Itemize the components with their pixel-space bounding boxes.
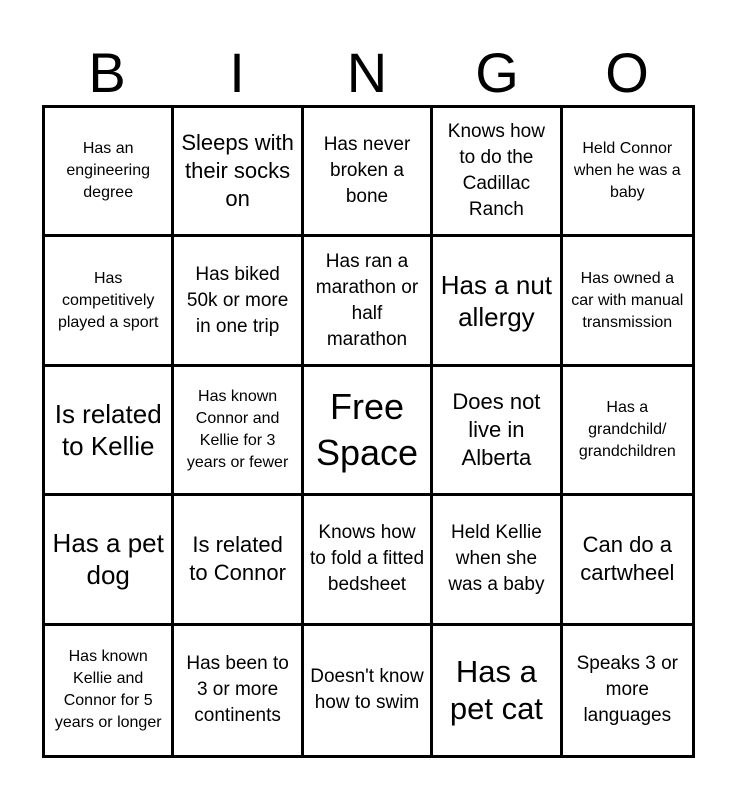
- bingo-cell[interactable]: [433, 367, 562, 496]
- cell-text: Has been to 3 or more continents: [186, 653, 289, 727]
- bingo-header: [42, 40, 692, 106]
- bingo-cell[interactable]: [45, 626, 174, 755]
- bingo-cell[interactable]: [563, 237, 692, 366]
- cell-text: Has a pet cat: [449, 654, 543, 727]
- bingo-cell[interactable]: [174, 367, 303, 496]
- bingo-cell[interactable]: [433, 237, 562, 366]
- cell-text: Has a grandchild/ grandchildren: [578, 398, 676, 460]
- bingo-cell[interactable]: [433, 626, 562, 755]
- free-space-cell[interactable]: [304, 367, 433, 496]
- cell-text: Doesn't know how to swim: [310, 666, 424, 714]
- header-letter-n: N: [346, 41, 388, 104]
- cell-text: Does not live in Alberta: [452, 388, 541, 470]
- cell-text: Knows how to fold a fitted bedsheet: [309, 522, 425, 596]
- cell-text: Has known Kellie and Connor for 5 years or longer: [54, 648, 162, 732]
- header-letter-i: I: [229, 41, 245, 104]
- cell-text: Has biked 50k or more in one trip: [186, 263, 289, 337]
- bingo-cell[interactable]: [563, 496, 692, 625]
- cell-text: Has ran a marathon or half marathon: [315, 250, 419, 350]
- cell-text: Is related to Connor: [189, 532, 286, 586]
- bingo-cell[interactable]: [174, 108, 303, 237]
- bingo-cell[interactable]: [45, 367, 174, 496]
- header-letter-g: G: [475, 41, 519, 104]
- header-letter-o: O: [605, 41, 649, 104]
- bingo-cell[interactable]: [174, 237, 303, 366]
- bingo-cell[interactable]: [45, 496, 174, 625]
- cell-text: Held Connor when he was a baby: [573, 140, 681, 202]
- bingo-cell[interactable]: [174, 626, 303, 755]
- cell-text: Speaks 3 or more languages: [576, 653, 678, 727]
- header-letter-b: B: [88, 41, 126, 104]
- cell-text: Knows how to do the Cadillac Ranch: [447, 121, 545, 221]
- bingo-cell[interactable]: [433, 496, 562, 625]
- cell-text: Has a nut allergy: [440, 269, 553, 332]
- bingo-cell[interactable]: [304, 496, 433, 625]
- cell-text: Free Space: [315, 385, 419, 473]
- bingo-cell[interactable]: [45, 108, 174, 237]
- bingo-cell[interactable]: [563, 108, 692, 237]
- cell-text: Has never broken a bone: [323, 134, 411, 208]
- cell-text: Has known Connor and Kellie for 3 years or fewer: [186, 387, 289, 471]
- cell-text: Has owned a car with manual transmission: [571, 269, 684, 331]
- cell-text: Has an engineering degree: [66, 140, 150, 202]
- bingo-cell[interactable]: [304, 108, 433, 237]
- bingo-cell[interactable]: [563, 626, 692, 755]
- cell-text: Held Kellie when she was a baby: [448, 522, 545, 596]
- bingo-cell[interactable]: [433, 108, 562, 237]
- cell-text: Has a pet dog: [52, 528, 164, 591]
- bingo-cell[interactable]: [304, 237, 433, 366]
- cell-text: Is related to Kellie: [54, 398, 162, 461]
- bingo-cell[interactable]: [563, 367, 692, 496]
- bingo-cell[interactable]: [174, 496, 303, 625]
- bingo-cell[interactable]: [45, 237, 174, 366]
- cell-text: Has competitively played a sport: [57, 269, 159, 331]
- cell-text: Sleeps with their socks on: [181, 130, 294, 212]
- bingo-cell[interactable]: [304, 626, 433, 755]
- bingo-grid: [42, 105, 695, 758]
- cell-text: Can do a cartwheel: [580, 532, 675, 586]
